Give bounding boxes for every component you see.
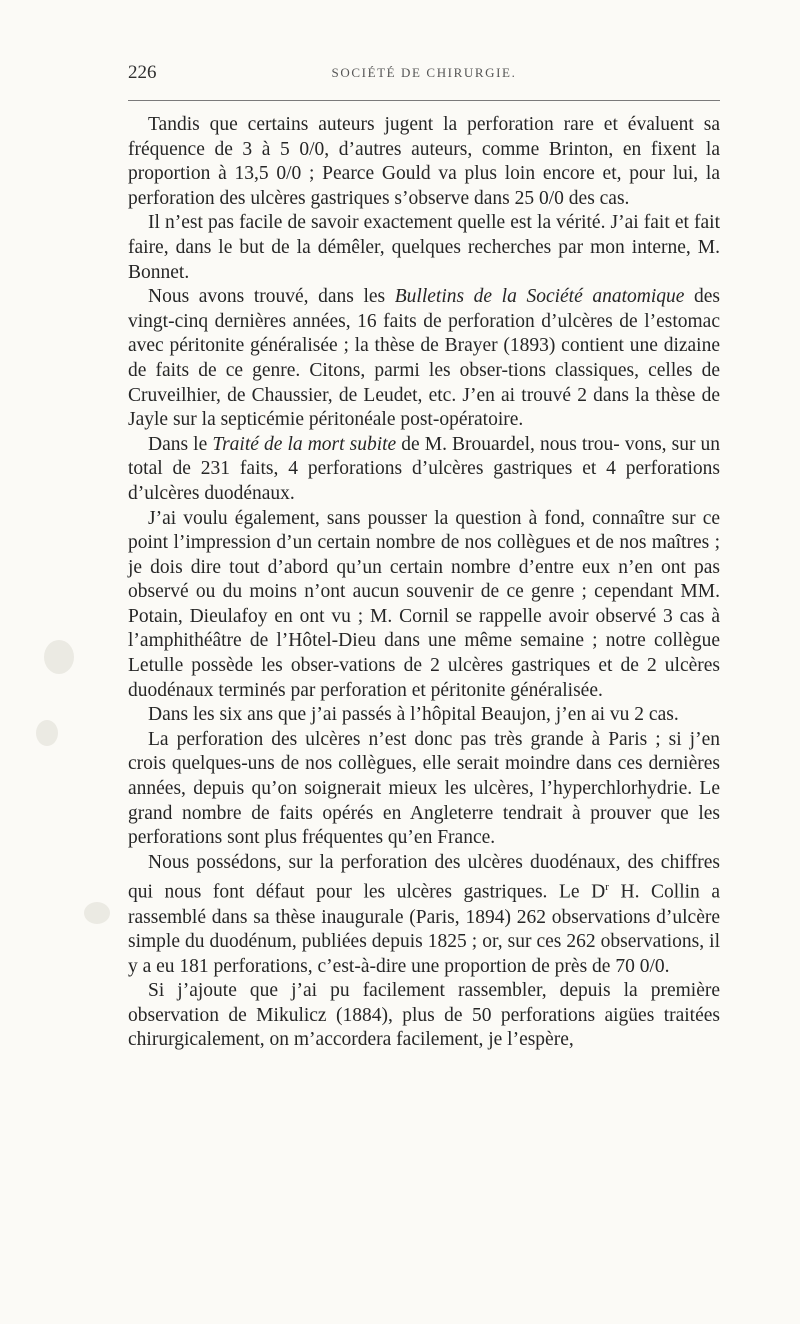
header-rule [128, 100, 720, 101]
page-number: 226 [128, 62, 157, 83]
paragraph-rest: vons, sur un total de 231 faits, 4 perforations d’ulcères gastriques et 4 perforations d’ulcères duodénaux. [128, 433, 721, 504]
paragraph [128, 285, 720, 433]
paragraph: Tandis que certains auteurs jugent la perforation rare et évaluent sa fréquence de 3 à 5 0/0, d’autres auteurs, comme Brinton, en fixent la proportion à 13,5 0/0 ; Pearce Gould va plus loin encore et, pour lui, la perforation des ulcères gastriques s’observe dans 25 0/0 des cas. [128, 114, 720, 209]
paper-stain [36, 720, 58, 746]
paper-stain [44, 640, 74, 674]
paragraph: J’ai voulu également, sans pousser la question à fond, connaître sur ce point l’impression d’un certain nombre de nos collègues et de nos maîtres ; je dois dire tout d’abord qu’un certain nombre d’entre eux n’en ont pas observé ou du moins n’ont aucun souvenir de ce genre ; cependant MM. Potain, Dieulafoy en ont vu ; M. Cornil se rappelle avoir observé 3 cas à l’amphithéâtre de l’Hôtel-Dieu dans une même semaine ; notre collègue Letulle possède les obser-vations de 2 ulcères gastriques et de 2 ulcères duodénaux terminés par perforation et péritonite généralisée. [128, 507, 720, 701]
running-title: SOCIÉTÉ DE CHIRURGIE. [331, 65, 517, 80]
paragraph-lead: Nous possédons, sur la perforation des ulcères duodénaux, des chiffres qui nous font défaut pour les ulcères gastriques. Le [128, 851, 720, 903]
doctor-abbrev: D [591, 881, 606, 903]
journal-title: Bulletins de la Société anatomique [394, 286, 685, 308]
page-header [128, 62, 720, 92]
doctor-abbrev-sup: r [605, 881, 609, 894]
paragraph-rest: des vingt-cinq dernières années, 16 faits de perforation d’ulcères de l’estomac avec péritonite généralisée ; la thèse de Brayer (1893) contient une dizaine de faits de ce genre. Citons, parmi les obser-tions classiques, celles de Cruveilhier, de Chaussier, de Leudet, etc. J’en ai trouvé 2 dans la thèse de Jayle sur la septicémie péritonéale post-opératoire. [128, 286, 721, 431]
paragraph: Dans les six ans que j’ai passés à l’hôpital Beaujon, j’en ai vu 2 cas. [148, 704, 679, 726]
paragraph: Il n’est pas facile de savoir exactement quelle est la vérité. J’ai fait et fait faire, dans le but de la démêler, quelques recherches par mon interne, M. Bonnet. [128, 212, 720, 283]
paragraph-rest: 262 observations d’ulcère simple du duodénum, publiées depuis 1825 ; or, sur ces 262 observations, il y a eu 181 perforations, c’est-à-dire une proportion de près de 70 0/0. [128, 906, 721, 977]
paragraph-after-title: de M. Brouardel, nous trou- [401, 433, 620, 455]
book-title: Traité de la mort subite [212, 433, 397, 455]
paragraph: Si j’ajoute que j’ai pu facilement rassembler, depuis la première observation de Mikulicz (1884), plus de 50 perforations aigües traitées chirurgicalement, on m’accordera facilement, je l’espère, [128, 980, 720, 1051]
paragraph: La perforation des ulcères n’est donc pas très grande à Paris ; si j’en crois quelques-uns de nos collègues, elle serait moindre dans ces dernières années, depuis qu’on soignerait mieux les ulcères, l’hyperchlorhydrie. Le grand nombre de faits opérés en Angleterre tendrait à prouver que les perforations sont plus fréquentes qu’en France. [128, 728, 720, 849]
paragraph [128, 851, 720, 979]
paragraph-lead: Nous avons trouvé, dans les [148, 286, 386, 308]
body-text [128, 113, 720, 1053]
paragraph-lead: Dans le [148, 433, 208, 455]
paper-stain [84, 902, 110, 924]
paragraph [128, 433, 720, 507]
paragraph-after-abbrev: H. Collin a rassemblé dans sa thèse inaugurale (Paris, 1894) [128, 881, 721, 928]
